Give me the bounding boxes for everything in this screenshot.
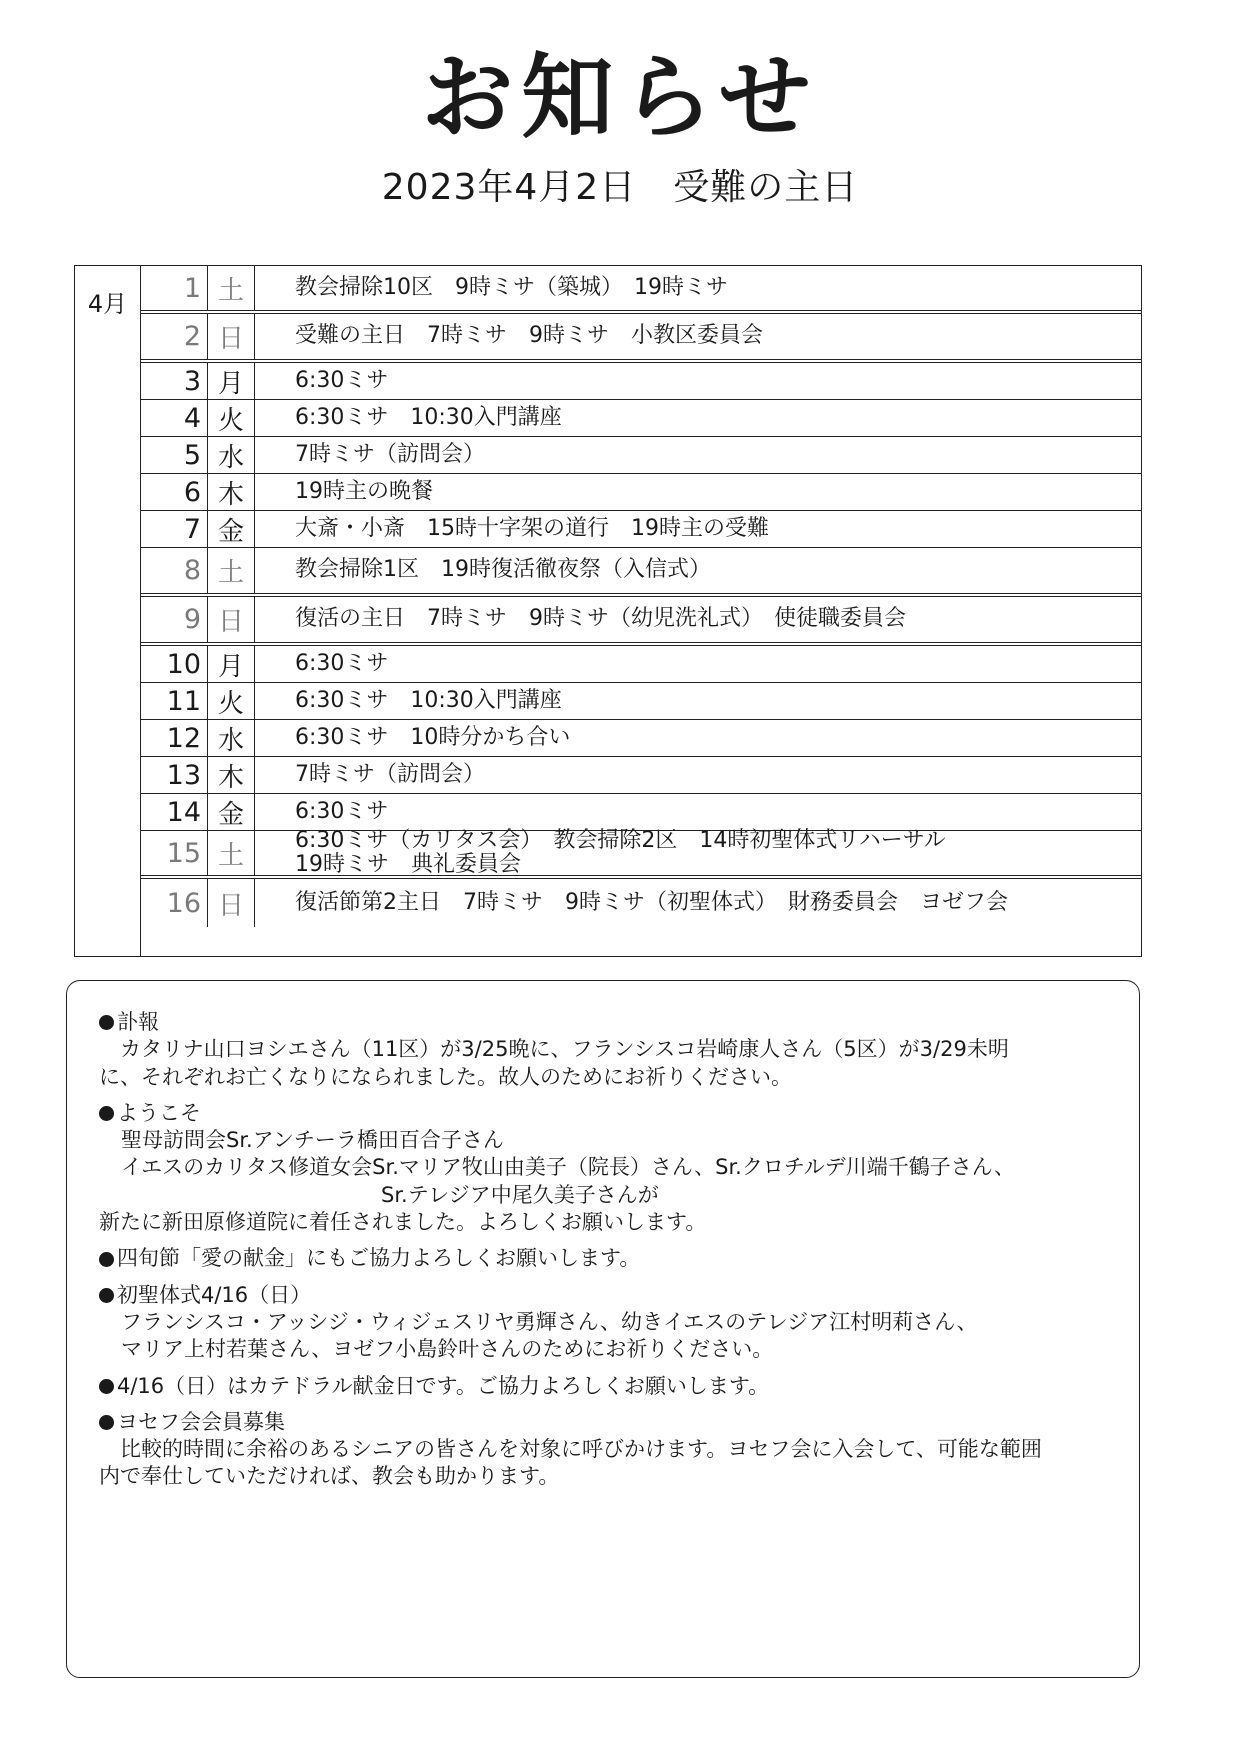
day-of-week: 土 [207, 266, 255, 310]
schedule-row [141, 511, 1141, 548]
notice-item [99, 1100, 1109, 1236]
event-text: 7時ミサ（訪問会） [295, 761, 485, 787]
schedule-row [141, 363, 1141, 400]
notice-item [99, 1282, 1109, 1364]
event-text: 6:30ミサ 10:30入門講座 [295, 687, 562, 713]
event-text: 大斎・小斎 15時十字架の道行 19時主の受難 [295, 515, 769, 541]
schedule-row [141, 266, 1141, 314]
day-of-week: 日 [207, 597, 255, 642]
event-text: 復活の主日 7時ミサ 9時ミサ（幼児洗礼式） 使徒職委員会 [295, 606, 906, 632]
day-of-week: 土 [207, 831, 255, 875]
bullet-icon [99, 1106, 114, 1121]
event-text: 6:30ミサ 10時分かち合い [295, 724, 571, 750]
notice-line: 比較的時間に余裕のあるシニアの皆さんを対象に呼びかけます。ヨセフ会に入会して、可能な範囲 [99, 1437, 1042, 1462]
day-number: 6 [183, 476, 201, 508]
notice-heading: ようこそ [117, 1100, 201, 1125]
schedule-row [141, 548, 1141, 597]
bullet-icon [99, 1015, 114, 1030]
day-number: 10 [166, 648, 201, 680]
notice-heading: 4/16（日）はカテドラル献金日です。ご協力よろしくお願いします。 [117, 1373, 770, 1398]
notice-line: フランシスコ・アッシジ・ウィジェスリヤ勇輝さん、幼きイエスのテレジア江村明莉さん、 [121, 1309, 978, 1334]
notice-heading: ヨセフ会会員募集 [117, 1409, 285, 1434]
schedule-row [141, 597, 1141, 646]
event-text: 受難の主日 7時ミサ 9時ミサ 小教区委員会 [295, 323, 763, 349]
day-number: 9 [183, 604, 201, 635]
page-subtitle: 2023年4月2日 受難の主日 [381, 167, 859, 208]
schedule-row [141, 757, 1141, 794]
notice-line: 新たに新田原修道院に着任されました。よろしくお願いします。 [99, 1210, 707, 1235]
schedule-row [141, 646, 1141, 683]
notice-heading: 初聖体式4/16（日） [117, 1282, 312, 1307]
bullet-icon [99, 1252, 114, 1267]
notice-heading: 四旬節「愛の献金」にもご協力よろしくお願いします。 [117, 1246, 641, 1271]
schedule-row [141, 314, 1141, 363]
day-of-week: 月 [207, 646, 255, 682]
event-text: 7時ミサ（訪問会） [295, 441, 485, 467]
event-text: 教会掃除10区 9時ミサ（築城） 19時ミサ [295, 274, 728, 300]
day-number: 16 [166, 887, 201, 919]
day-of-week: 金 [207, 511, 255, 547]
schedule-table [74, 265, 1142, 957]
day-number: 5 [183, 439, 201, 471]
notice-line: Sr.テレジア中尾久美子さんが [381, 1182, 659, 1207]
day-of-week: 水 [207, 720, 255, 756]
day-number: 12 [166, 722, 201, 754]
event-text: 6:30ミサ [295, 798, 389, 824]
notice-line: 内で奉仕していただければ、教会も助かります。 [99, 1464, 560, 1489]
event-text: 6:30ミサ 10:30入門講座 [295, 404, 562, 430]
day-number: 3 [183, 365, 201, 397]
event-text: 教会掃除1区 19時復活徹夜祭（入信式） [295, 557, 711, 583]
notices-box [66, 980, 1140, 1678]
schedule-row [141, 683, 1141, 720]
day-of-week: 月 [207, 363, 255, 399]
day-number: 8 [183, 555, 201, 586]
day-of-week: 火 [207, 683, 255, 719]
notice-line: マリア上村若葉さん、ヨゼフ小島鈴叶さんのためにお祈りください。 [121, 1337, 774, 1362]
schedule-row [141, 474, 1141, 511]
day-number: 1 [183, 272, 201, 304]
schedule-row [141, 400, 1141, 437]
schedule-row [141, 720, 1141, 757]
bullet-icon [99, 1379, 114, 1394]
page-title: お知らせ [421, 44, 819, 151]
month-label: 4月 [75, 266, 141, 956]
day-of-week: 土 [207, 548, 255, 593]
day-of-week: 火 [207, 400, 255, 436]
bullet-icon [99, 1415, 114, 1430]
event-text: 復活節第2主日 7時ミサ 9時ミサ（初聖体式） 財務委員会 ヨゼフ会 [295, 889, 1008, 915]
day-of-week: 金 [207, 794, 255, 830]
notice-item [99, 1409, 1109, 1491]
day-of-week: 木 [207, 474, 255, 510]
notice-item [99, 1373, 1109, 1400]
day-number: 11 [166, 685, 201, 717]
day-number: 4 [183, 402, 201, 434]
notice-line: に、それぞれお亡くなりになられました。故人のためにお祈りください。 [99, 1064, 792, 1089]
day-of-week: 日 [207, 879, 255, 927]
notice-item [99, 1245, 1109, 1272]
notice-line: 聖母訪問会Sr.アンチーラ橋田百合子さん [121, 1128, 504, 1153]
schedule-rows [141, 266, 1141, 956]
schedule-row [141, 827, 1141, 879]
day-number: 15 [166, 837, 201, 869]
notice-line: カタリナ山口ヨシエさん（11区）が3/25晩に、フランシスコ岩崎康人さん（5区）が3/29未明 [99, 1037, 1009, 1062]
event-text: 6:30ミサ [295, 367, 389, 393]
schedule-row [141, 879, 1141, 927]
event-text: 6:30ミサ [295, 650, 389, 676]
event-text: 19時主の晩餐 [295, 478, 433, 504]
day-of-week: 水 [207, 437, 255, 473]
bullet-icon [99, 1288, 114, 1303]
schedule-row [141, 437, 1141, 474]
day-number: 13 [166, 759, 201, 791]
day-number: 14 [166, 796, 201, 828]
day-of-week: 日 [207, 314, 255, 359]
schedule-row [141, 794, 1141, 831]
day-number: 7 [183, 513, 201, 545]
notice-item [99, 1009, 1109, 1091]
notice-line: イエスのカリタス修道女会Sr.マリア牧山由美子（院長）さん、Sr.クロチルデ川端千鶴子さん、 [121, 1155, 1016, 1180]
day-of-week: 木 [207, 757, 255, 793]
event-text: 6:30ミサ（カリタス会） 教会掃除2区 14時初聖体式リハーサル 19時ミサ 典礼委員会 [295, 827, 946, 877]
notice-heading: 訃報 [117, 1010, 159, 1034]
day-number: 2 [183, 321, 201, 352]
